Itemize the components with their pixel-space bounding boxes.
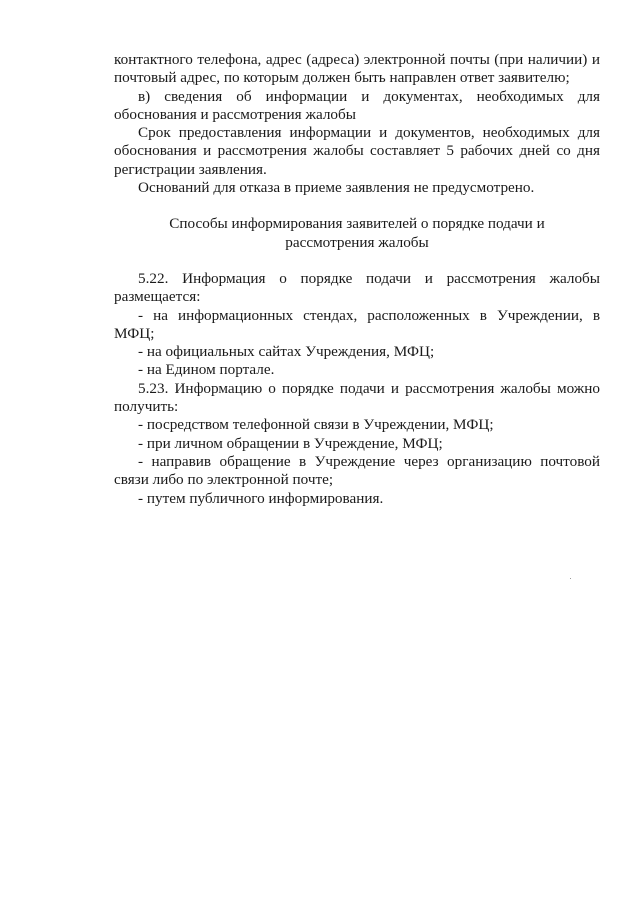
- section-heading: [114, 215, 600, 252]
- paragraph-deadline: Срок предоставления информации и документов, необходимых для обоснования и рассмотрения жалобы составляет 5 рабочих дней со дня регистрации заявления.: [114, 124, 600, 178]
- list-item-mail: - направив обращение в Учреждение через организацию почтовой связи либо по электронной почте;: [114, 452, 600, 489]
- list-item-portal: - на Едином портале.: [138, 361, 275, 379]
- section-heading-line-1: Способы информирования заявителей о порядке подачи и: [169, 215, 545, 233]
- paragraph-information-documents: в) сведения об информации и документах, необходимых для обоснования и рассмотрения жалобы: [114, 87, 600, 123]
- list-item-phone: - посредством телефонной связи в Учреждении, МФЦ;: [138, 416, 494, 434]
- paragraph-no-refusal: Оснований для отказа в приеме заявления не предусмотрено.: [138, 179, 535, 197]
- paragraph-contact-details: контактного телефона, адрес (адреса) электронной почты (при наличии) и почтовый адрес, по которым должен быть направлен ответ заявителю;: [114, 51, 600, 87]
- list-item-public: - путем публичного информирования.: [138, 489, 384, 507]
- section-heading-line-2: рассмотрения жалобы: [285, 233, 429, 251]
- paragraph-5-22: 5.22. Информация о порядке подачи и рассмотрения жалобы размещается:: [114, 269, 600, 306]
- list-item-in-person: - при личном обращении в Учреждение, МФЦ;: [138, 434, 443, 452]
- list-item-stands: - на информационных стендах, расположенных в Учреждении, в МФЦ;: [114, 306, 600, 342]
- scan-speck: [570, 578, 571, 579]
- list-item-websites: - на официальных сайтах Учреждения, МФЦ;: [138, 343, 435, 361]
- document-body: [114, 51, 600, 508]
- paragraph-5-23: 5.23. Информацию о порядке подачи и рассмотрения жалобы можно получить:: [114, 379, 600, 416]
